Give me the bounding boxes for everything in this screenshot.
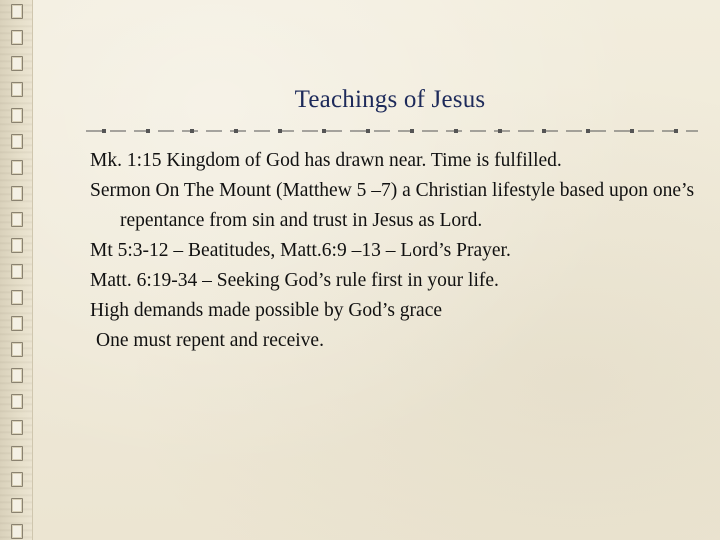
stitch-mark	[11, 472, 23, 487]
title-divider	[86, 128, 698, 134]
slide-title: Teachings of Jesus	[294, 86, 486, 113]
stitch-mark	[11, 160, 23, 175]
body-line: High demands made possible by God’s grace	[90, 300, 443, 321]
stitch-mark	[11, 342, 23, 357]
stitch-mark	[11, 30, 23, 45]
binding-strip	[0, 0, 33, 540]
stitch-mark	[11, 186, 23, 201]
stitch-mark	[11, 82, 23, 97]
stitch-mark	[11, 212, 23, 227]
stitch-mark	[11, 368, 23, 383]
stitch-mark	[11, 56, 23, 71]
stitch-mark	[11, 524, 23, 539]
stitch-mark	[11, 264, 23, 279]
stitch-mark	[11, 134, 23, 149]
stitch-mark	[11, 108, 23, 123]
stitch-mark	[11, 4, 23, 19]
slide-body	[90, 146, 700, 356]
stitch-mark	[11, 498, 23, 513]
body-line: Mk. 1:15 Kingdom of God has drawn near. Time is fulfilled.	[90, 150, 562, 171]
body-line: Sermon On The Mount (Matthew 5 –7) a Christian lifestyle based upon one’s repentance from sin and trust in Jesus as Lord.	[90, 180, 695, 231]
stitch-mark	[11, 238, 23, 253]
body-line: One must repent and receive.	[96, 330, 324, 351]
stitch-mark	[11, 420, 23, 435]
stitch-mark	[11, 316, 23, 331]
body-line: Mt 5:3-12 – Beatitudes, Matt.6:9 –13 – Lord’s Prayer.	[90, 240, 511, 261]
body-line: Matt. 6:19-34 – Seeking God’s rule first in your life.	[90, 270, 499, 291]
stitch-mark	[11, 290, 23, 305]
stitch-mark	[11, 446, 23, 461]
stitch-mark	[11, 394, 23, 409]
